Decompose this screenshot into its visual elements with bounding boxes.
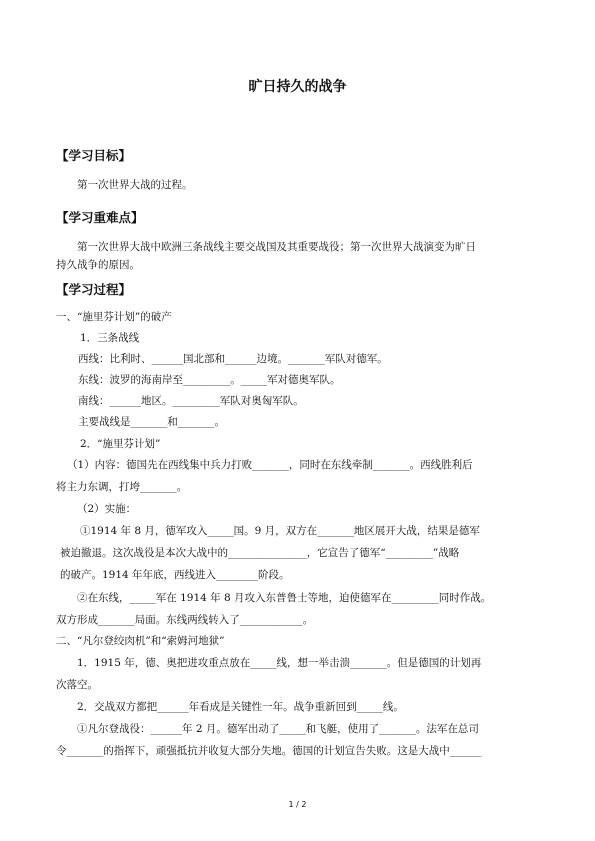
text-line: 被迫撤退。这次战役是本次大战中的_______________，它宣告了德军“_________”战略 (60, 547, 460, 559)
text-line: （1）内容：德国先在西线集中兵力打败_______，同时在东线牵制_______。西线胜利后 (67, 459, 473, 471)
text-line: 1．1915 年，德、奥把进攻重点放在_____线，想一举击溃_______。但是德国的计划再 (77, 657, 482, 669)
subsection-heading: 2．“施里芬计划” (80, 438, 161, 450)
text-line: 主要战线是_______和_______。 (78, 416, 225, 428)
key-text-line: 持久战争的原因。 (56, 259, 140, 271)
text-line: ②在东线，_____军在 1914 年 8 月攻入东普鲁士等地，迫使德军在_________同时作战。 (77, 592, 492, 604)
heading-key-points: 【学习重难点】 (56, 210, 144, 225)
heading-learning-goals: 【学习目标】 (56, 148, 132, 163)
goal-text: 第一次世界大战的过程。 (77, 179, 193, 191)
text-line: 将主力东调，打垮_______。 (56, 481, 188, 493)
subsection-heading: 1．三条战线 (80, 332, 140, 344)
text-line: ①凡尔登战役：______年 2 月。德军出动了_____和飞艇，使用了_______。法军在总司 (77, 723, 479, 735)
section-heading: 二、“凡尔登绞肉机”和“索姆河地狱” (56, 635, 225, 647)
page-title: 旷日持久的战争 (248, 79, 347, 95)
text-line: 次落空。 (56, 679, 98, 691)
page-number: 1 / 2 (288, 800, 307, 809)
text-line: 双方形成_______局面。东线两线转入了____________。 (56, 614, 314, 626)
text-line: 南线：______地区。_________军队对奥匈军队。 (78, 395, 304, 407)
text-line: 东线：波罗的海南岸至_________。_____军对德奥军队。 (78, 374, 341, 386)
text-line: （2）实施： (77, 503, 137, 515)
text-line: 令_______的指挥下，顽强抵抗并收复大部分失地。德国的计划宣告失败。这是大战中______ (56, 745, 482, 757)
text-line: 的破产。1914 年年底，西线进入________阶段。 (60, 569, 290, 581)
heading-learning-process: 【学习过程】 (56, 282, 132, 297)
text-line: 2．交战双方都把______年看成是关键性一年。战争重新回到_____线。 (77, 701, 404, 713)
text-line: 西线：比利时、______国北部和______边境。_______军队对德军。 (78, 353, 388, 365)
key-text-line: 第一次世界大战中欧洲三条战线主要交战国及其重要战役；第一次世界大战演变为旷日 (77, 241, 476, 253)
section-heading: 一、“施里芬计划”的破产 (56, 311, 172, 323)
text-line: ①1914 年 8 月，德军攻入_____国。9 月，双方在_______地区展开大战，结果是德军 (80, 525, 480, 537)
